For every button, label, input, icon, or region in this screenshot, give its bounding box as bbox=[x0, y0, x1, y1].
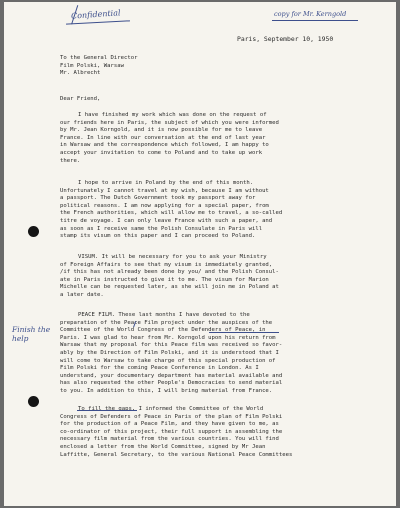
punch-hole-bottom bbox=[28, 396, 39, 407]
text-line: accept your invitation to come to Poland and to take up work bbox=[60, 149, 263, 156]
text-line: preparation of the Peace Film project under the auspices of the bbox=[60, 319, 273, 326]
text-line: I have finished my work which was done on the request of bbox=[78, 112, 267, 118]
text-line: Warsaw that my proposal for this Peace film was received so favor- bbox=[60, 342, 283, 349]
paragraph-committee bbox=[60, 406, 380, 459]
letter-page bbox=[4, 2, 396, 506]
recipient-line: Film Polski, Warsaw bbox=[60, 62, 124, 69]
text-line: to you. In addition to this, I will bring material from France. bbox=[60, 387, 273, 394]
text-line: there. bbox=[60, 157, 81, 164]
strikethrough-mark bbox=[209, 332, 279, 333]
text-line: Michelle can be requested later, as she will join me in Poland at bbox=[60, 284, 279, 291]
date-line: Paris, September 10, 1950 bbox=[237, 35, 334, 43]
text-line: To fill the gaps, I informed the Committee of the World bbox=[78, 406, 264, 412]
annotation-confidential: Confidential bbox=[70, 8, 121, 21]
text-line: understand, your documentary department has material available and bbox=[60, 372, 283, 379]
strikethrough-mark bbox=[77, 410, 137, 411]
text-line: in Warsaw and the correspondence which followed, I am happy to bbox=[60, 142, 269, 149]
text-line: a later date. bbox=[60, 291, 104, 298]
recipient-line: To the General Director bbox=[60, 55, 138, 61]
text-line: ate in Paris instructed to give it to me. The visum for Marion bbox=[60, 276, 269, 283]
text-line: the French authorities, which will allow me to travel, a so-called bbox=[60, 210, 283, 217]
text-line: co-ordinator of this project, their full support in assembling the bbox=[60, 428, 283, 435]
recipient-block bbox=[60, 55, 380, 78]
text-line: Committee of the World Congress of the Defenders of Peace, in bbox=[60, 327, 266, 334]
annotation-copy-note: copy for Mr. Kerngold bbox=[274, 10, 347, 18]
text-line: Paris. I was glad to hear from Mr. Korngold upon his return from bbox=[60, 334, 276, 341]
annotation-copy-underline bbox=[272, 20, 358, 21]
text-line: /if this has not already been done by you/ and the Polish Consul- bbox=[60, 269, 279, 276]
text-line: for the production of a Peace Film, and they have given to me, as bbox=[60, 421, 279, 428]
paragraph-peace-film bbox=[60, 312, 380, 396]
text-line: Congress of Defenders of Peace in Paris of the plan of Film Polski bbox=[60, 413, 283, 420]
text-line: stamp its visum on this paper and I can proceed to Poland. bbox=[60, 233, 256, 240]
recipient-line: Mr. Albrecht bbox=[60, 70, 101, 77]
text-line: Film Polski for the coming Peace Conference in London. As I bbox=[60, 365, 259, 372]
text-line: of Foreign Affairs to see that my visum is immediately granted, bbox=[60, 261, 273, 268]
text-line: titre de voyage. I can only leave France with such a paper, and bbox=[60, 217, 273, 224]
paragraph-visum bbox=[60, 254, 380, 300]
text-line: VISUM. It will be necessary for you to ask your Ministry bbox=[78, 254, 267, 260]
text-line: PEACE FILM. These last months I have devoted to the bbox=[78, 312, 250, 318]
punch-hole-top bbox=[28, 226, 39, 237]
text-line: by Mr. Jean Korngold, and it is now possible for me to leave bbox=[60, 127, 263, 134]
text-line: a passport. The Dutch Government took my passport away for bbox=[60, 195, 256, 202]
paragraph-arrival bbox=[60, 180, 380, 241]
text-line: enclosed a letter from the World Committee, signed by Mr Jean bbox=[60, 443, 266, 450]
salutation: Dear Friend, bbox=[60, 96, 101, 102]
text-line: necessary film material from the various countries. You will find bbox=[60, 436, 279, 443]
text-line: will come to Warsaw to take charge of this special production of bbox=[60, 357, 276, 364]
text-line: has also requested the other People's Democracies to send material bbox=[60, 380, 283, 387]
annotation-margin-note: Finish the help bbox=[12, 325, 51, 343]
paragraph-work-finished bbox=[60, 112, 380, 165]
text-line: as soon as I receive same the Polish Consulate in Paris will bbox=[60, 225, 263, 232]
text-line: our friends here in Paris, the subject of which you were informed bbox=[60, 119, 279, 126]
text-line: Unfortunately I cannot travel at my wish, because I am without bbox=[60, 187, 269, 194]
text-line: Laffitte, General Secretary, to the various National Peace Committees bbox=[60, 451, 293, 458]
text-line: France. In line with our conversation at the end of last year bbox=[60, 134, 266, 141]
text-line: I hope to arrive in Poland by the end of this month. bbox=[78, 180, 254, 186]
text-line: political reasons. I am now applying for a special paper, from bbox=[60, 202, 269, 209]
text-line: ably by the Direction of Film Polski, and it is understood that I bbox=[60, 349, 279, 356]
